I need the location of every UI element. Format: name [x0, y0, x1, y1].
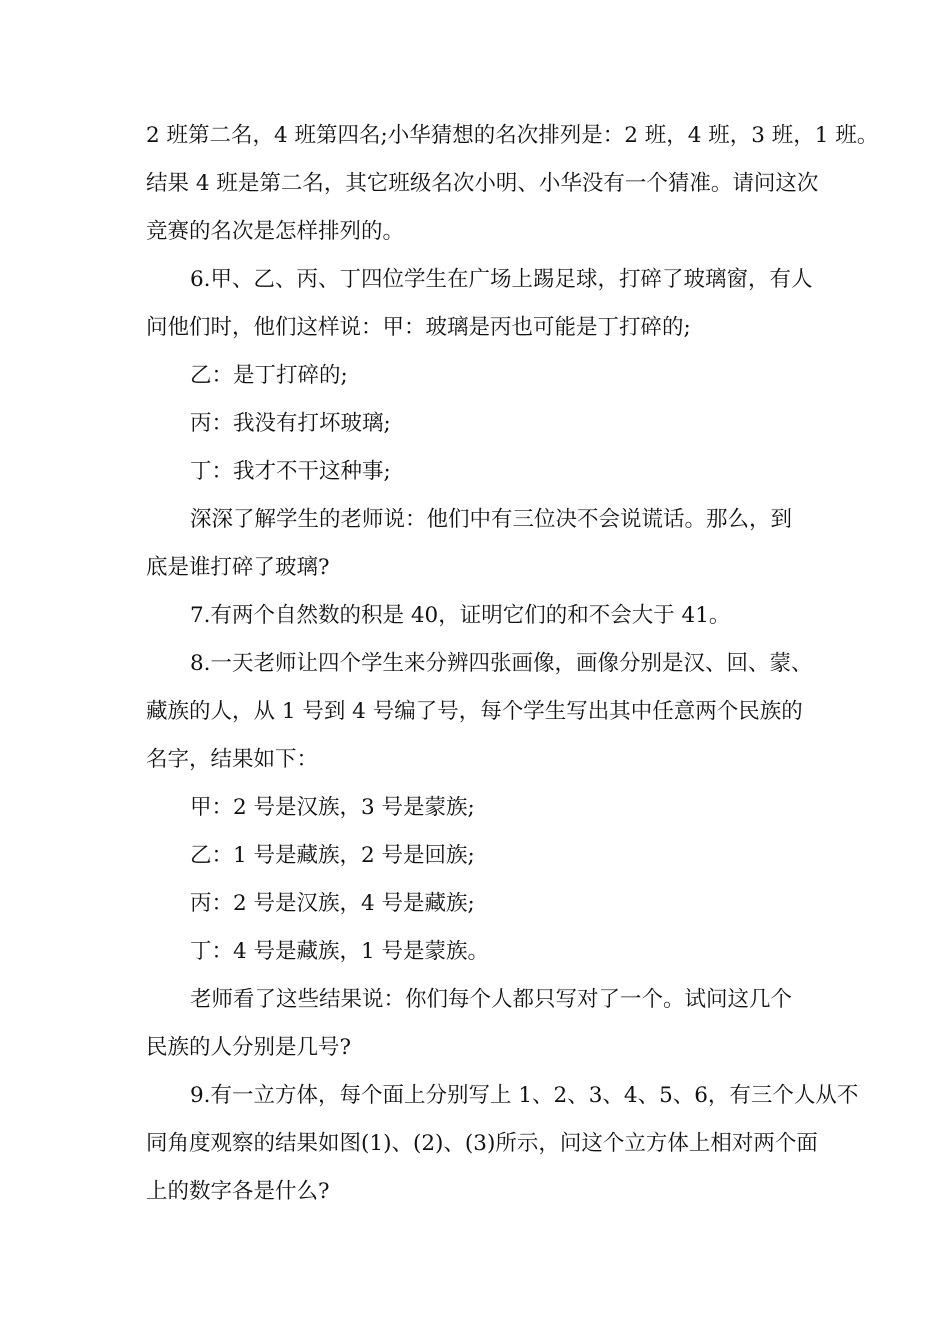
text-line: 底是谁打碎了玻璃? — [146, 555, 330, 580]
text-line: 结果 4 班是第二名，其它班级名次小明、小华没有一个猜准。请问这次 — [146, 171, 819, 196]
text-line: 藏族的人，从 1 号到 4 号编了号，每个学生写出其中任意两个民族的 — [146, 699, 803, 724]
text-line: 2 班第二名，4 班第四名;小华猜想的名次排列是：2 班，4 班，3 班，1 班。 — [146, 123, 879, 148]
text-line: 老师看了这些结果说：你们每个人都只写对了一个。试问这几个 — [190, 987, 793, 1012]
text-line: 深深了解学生的老师说：他们中有三位决不会说谎话。那么，到 — [190, 507, 793, 532]
text-line: 同角度观察的结果如图(1)、(2)、(3)所示，问这个立方体上相对两个面 — [146, 1131, 818, 1156]
statement-yi: 乙：是丁打碎的; — [190, 363, 348, 388]
statement-bing: 丙：我没有打坏玻璃; — [190, 411, 391, 436]
question-9-line-1: 9.有一立方体，每个面上分别写上 1、2、3、4、5、6，有三个人从不 — [190, 1083, 859, 1108]
question-8-line-1: 8.一天老师让四个学生来分辨四张画像，画像分别是汉、回、蒙、 — [190, 651, 813, 676]
statement-ding: 丁：我才不干这种事; — [190, 459, 391, 484]
answer-yi: 乙：1 号是藏族，2 号是回族; — [190, 843, 475, 868]
answer-ding: 丁：4 号是藏族，1 号是蒙族。 — [190, 939, 490, 964]
answer-jia: 甲：2 号是汉族，3 号是蒙族; — [190, 795, 475, 820]
text-line: 名字，结果如下： — [146, 747, 319, 772]
question-6-line-1: 6.甲、乙、丙、丁四位学生在广场上踢足球，打碎了玻璃窗，有人 — [190, 267, 813, 292]
text-line: 问他们时，他们这样说：甲：玻璃是丙也可能是丁打碎的; — [146, 315, 691, 340]
text-line: 民族的人分别是几号? — [146, 1035, 352, 1060]
text-line: 竞赛的名次是怎样排列的。 — [146, 219, 405, 244]
question-7-line: 7.有两个自然数的积是 40，证明它们的和不会大于 41。 — [190, 603, 731, 628]
answer-bing: 丙：2 号是汉族，4 号是藏族; — [190, 891, 475, 916]
text-line: 上的数字各是什么? — [146, 1179, 330, 1204]
